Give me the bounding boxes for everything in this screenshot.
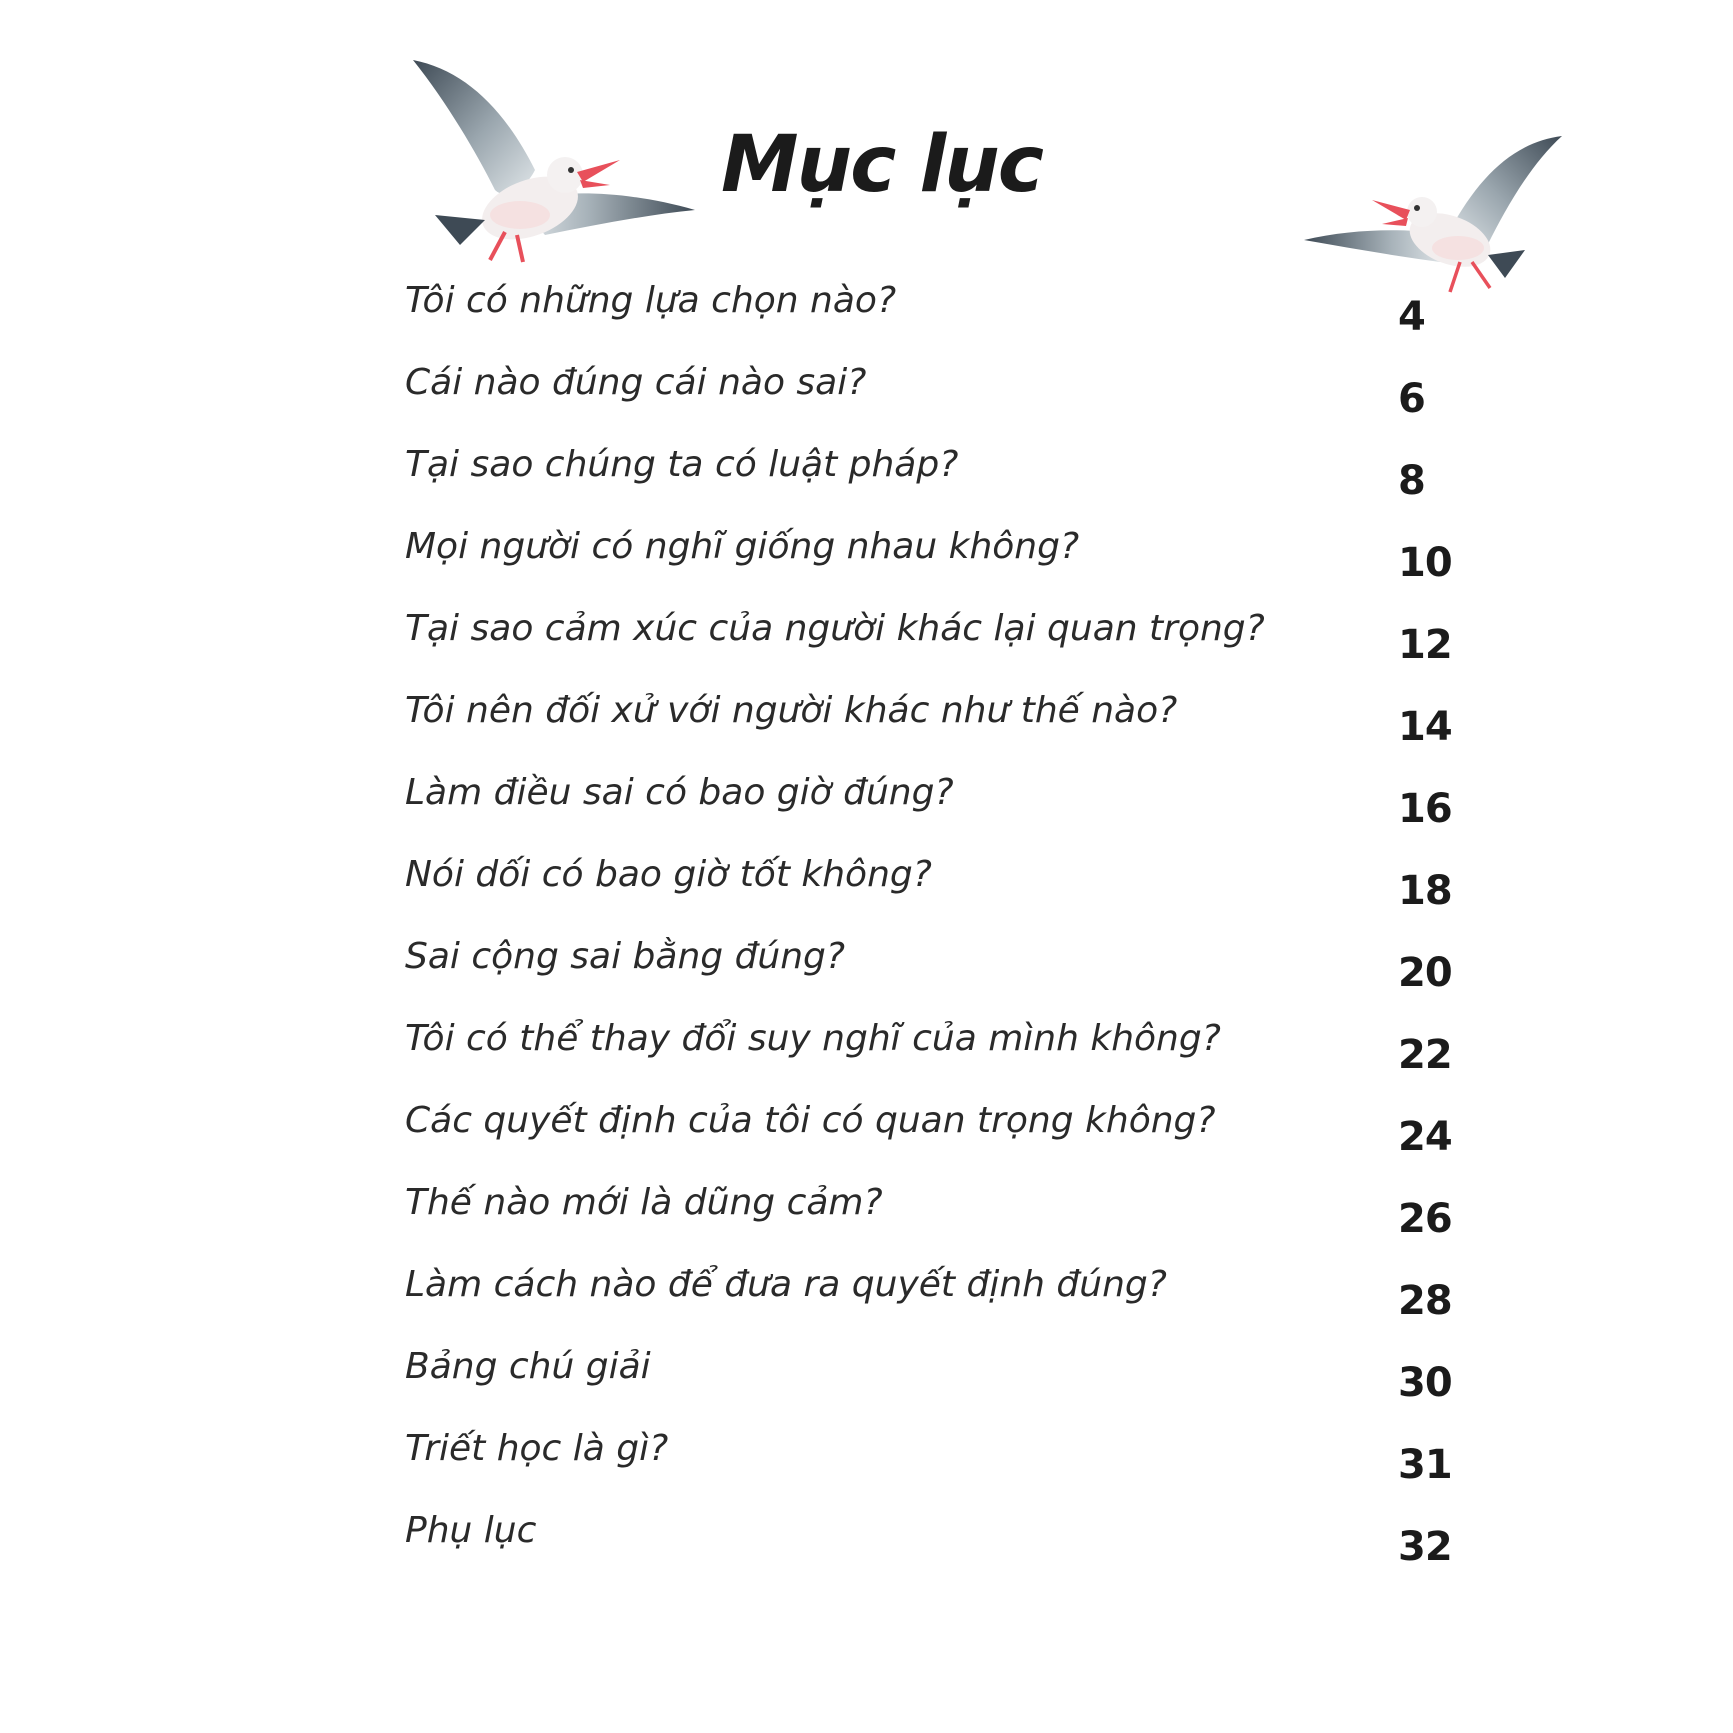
toc-page-number: 16 (1398, 786, 1452, 832)
toc-page-number: 31 (1398, 1442, 1452, 1488)
toc-row[interactable] (0, 1018, 1733, 1100)
toc-entry-label: Tại sao chúng ta có luật pháp? (405, 444, 959, 485)
toc-entry-label: Nói dối có bao giờ tốt không? (405, 854, 932, 895)
toc-entry-label: Triết học là gì? (405, 1428, 669, 1469)
toc-row[interactable] (0, 936, 1733, 1018)
toc-page-number: 28 (1398, 1278, 1452, 1324)
toc-entry-label: Phụ lục (405, 1510, 537, 1551)
toc-entry-label: Mọi người có nghĩ giống nhau không? (405, 526, 1080, 567)
toc-row[interactable] (0, 1428, 1733, 1510)
toc-page-number: 22 (1398, 1032, 1452, 1078)
toc-entry-label: Tôi nên đối xử với người khác như thế nào? (405, 690, 1178, 731)
toc-row[interactable] (0, 1510, 1733, 1592)
toc-page-number: 20 (1398, 950, 1452, 996)
toc-entry-label: Bảng chú giải (405, 1346, 651, 1387)
toc-entry-label: Cái nào đúng cái nào sai? (405, 362, 867, 403)
toc-row[interactable] (0, 1346, 1733, 1428)
toc-row[interactable] (0, 1100, 1733, 1182)
toc-entry-label: Tôi có những lựa chọn nào? (405, 280, 897, 321)
toc-row[interactable] (0, 362, 1733, 444)
toc-row[interactable] (0, 690, 1733, 772)
toc-row[interactable] (0, 772, 1733, 854)
toc-page-number: 6 (1398, 376, 1425, 422)
toc-page-number: 14 (1398, 704, 1452, 750)
toc-row[interactable] (0, 854, 1733, 936)
toc-entry-label: Tại sao cảm xúc của người khác lại quan trọng? (405, 608, 1265, 649)
toc-page-number: 26 (1398, 1196, 1452, 1242)
toc-page-number: 10 (1398, 540, 1452, 586)
toc-entry-label: Tôi có thể thay đổi suy nghĩ của mình không? (405, 1018, 1221, 1059)
toc-row[interactable] (0, 444, 1733, 526)
toc-page-number: 24 (1398, 1114, 1452, 1160)
toc-row[interactable] (0, 280, 1733, 362)
toc-page-number: 4 (1398, 294, 1425, 340)
toc-page-number: 8 (1398, 458, 1425, 504)
toc-entry-label: Các quyết định của tôi có quan trọng không? (405, 1100, 1216, 1141)
page-title: Mục lục (720, 120, 1043, 210)
toc-page-number: 30 (1398, 1360, 1452, 1406)
toc-entry-label: Làm cách nào để đưa ra quyết định đúng? (405, 1264, 1167, 1305)
toc-page-number: 18 (1398, 868, 1452, 914)
toc-row[interactable] (0, 1182, 1733, 1264)
toc-row[interactable] (0, 1264, 1733, 1346)
toc-row[interactable] (0, 526, 1733, 608)
toc-entry-label: Sai cộng sai bằng đúng? (405, 936, 846, 977)
toc-entry-label: Thế nào mới là dũng cảm? (405, 1182, 883, 1223)
toc-entry-label: Làm điều sai có bao giờ đúng? (405, 772, 954, 813)
toc-page-number: 12 (1398, 622, 1452, 668)
toc-page-number: 32 (1398, 1524, 1452, 1570)
toc-row[interactable] (0, 608, 1733, 690)
